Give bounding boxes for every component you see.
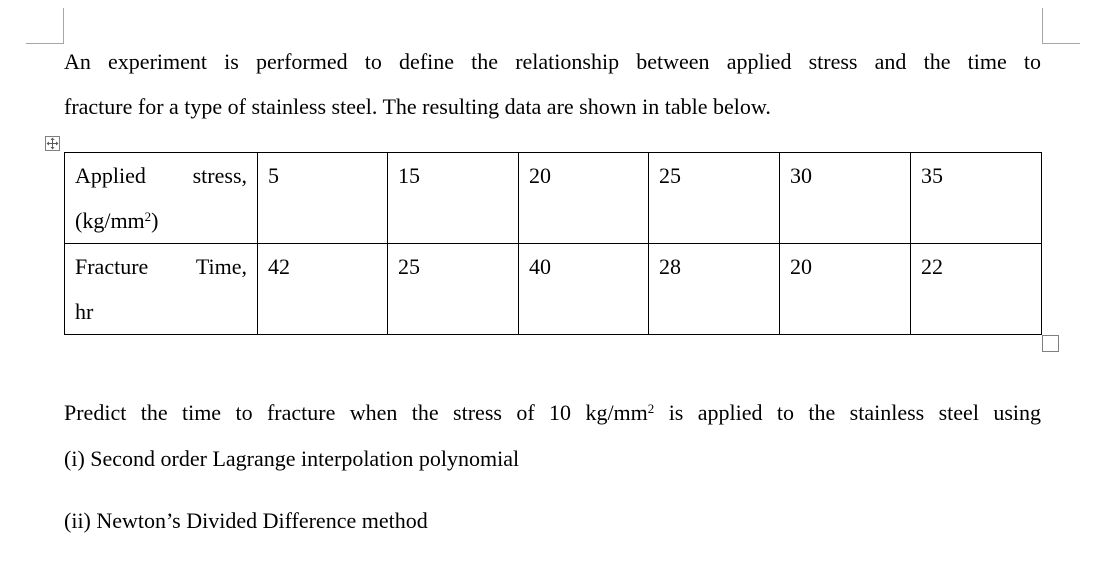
unit-superscript: 2: [144, 209, 152, 224]
question-part-ii: (ii) Newton’s Divided Difference method: [64, 508, 428, 533]
crop-mark-top-right: [1042, 8, 1080, 44]
table-row-fracture-time: [65, 244, 1042, 335]
unit-prefix: (kg/mm: [75, 208, 145, 233]
question-part-i: (i) Second order Lagrange interpolation polynomial: [64, 446, 520, 471]
stress-cell: 35: [911, 153, 1042, 244]
stress-cell: 5: [258, 153, 388, 244]
time-cell: 28: [649, 244, 780, 335]
stress-cell: 20: [519, 153, 649, 244]
intro-paragraph: [64, 39, 1041, 129]
time-cell: 40: [519, 244, 649, 335]
question-superscript: 2: [647, 401, 655, 416]
header-applied-stress: [65, 153, 258, 244]
table-row-applied-stress: [65, 153, 1042, 244]
time-cell: 20: [780, 244, 911, 335]
intro-line-2: fracture for a type of stainless steel. The resulting data are shown in table below.: [64, 94, 771, 119]
stress-fracture-table: [64, 152, 1042, 335]
stress-cell: 15: [388, 153, 519, 244]
header-fracture-time-line1: Fracture Time,: [75, 254, 247, 279]
time-cell: 42: [258, 244, 388, 335]
question-text-prefix: Predict the time to fracture when the stress of 10 kg/mm: [64, 400, 648, 425]
header-fracture-time-unit: hr: [75, 299, 94, 324]
stress-cell: 25: [649, 153, 780, 244]
question-paragraph: [64, 390, 1041, 435]
table-resize-handle[interactable]: [1042, 335, 1059, 352]
time-cell: 22: [911, 244, 1042, 335]
question-line-1: [64, 390, 1041, 435]
crop-mark-top-left: [26, 8, 64, 44]
time-cell: 25: [388, 244, 519, 335]
table-move-handle[interactable]: [45, 136, 60, 151]
unit-suffix: ): [151, 208, 159, 233]
stress-cell: 30: [780, 153, 911, 244]
header-applied-stress-unit: [75, 198, 247, 243]
intro-line-1: An experiment is performed to define the relationship between applied stress and the time to: [64, 49, 1041, 74]
header-applied-stress-line1: Applied stress,: [75, 163, 247, 188]
question-text-suffix: is applied to the stainless steel using: [654, 400, 1041, 425]
move-arrows-icon: [46, 137, 59, 150]
header-fracture-time: [65, 244, 258, 335]
